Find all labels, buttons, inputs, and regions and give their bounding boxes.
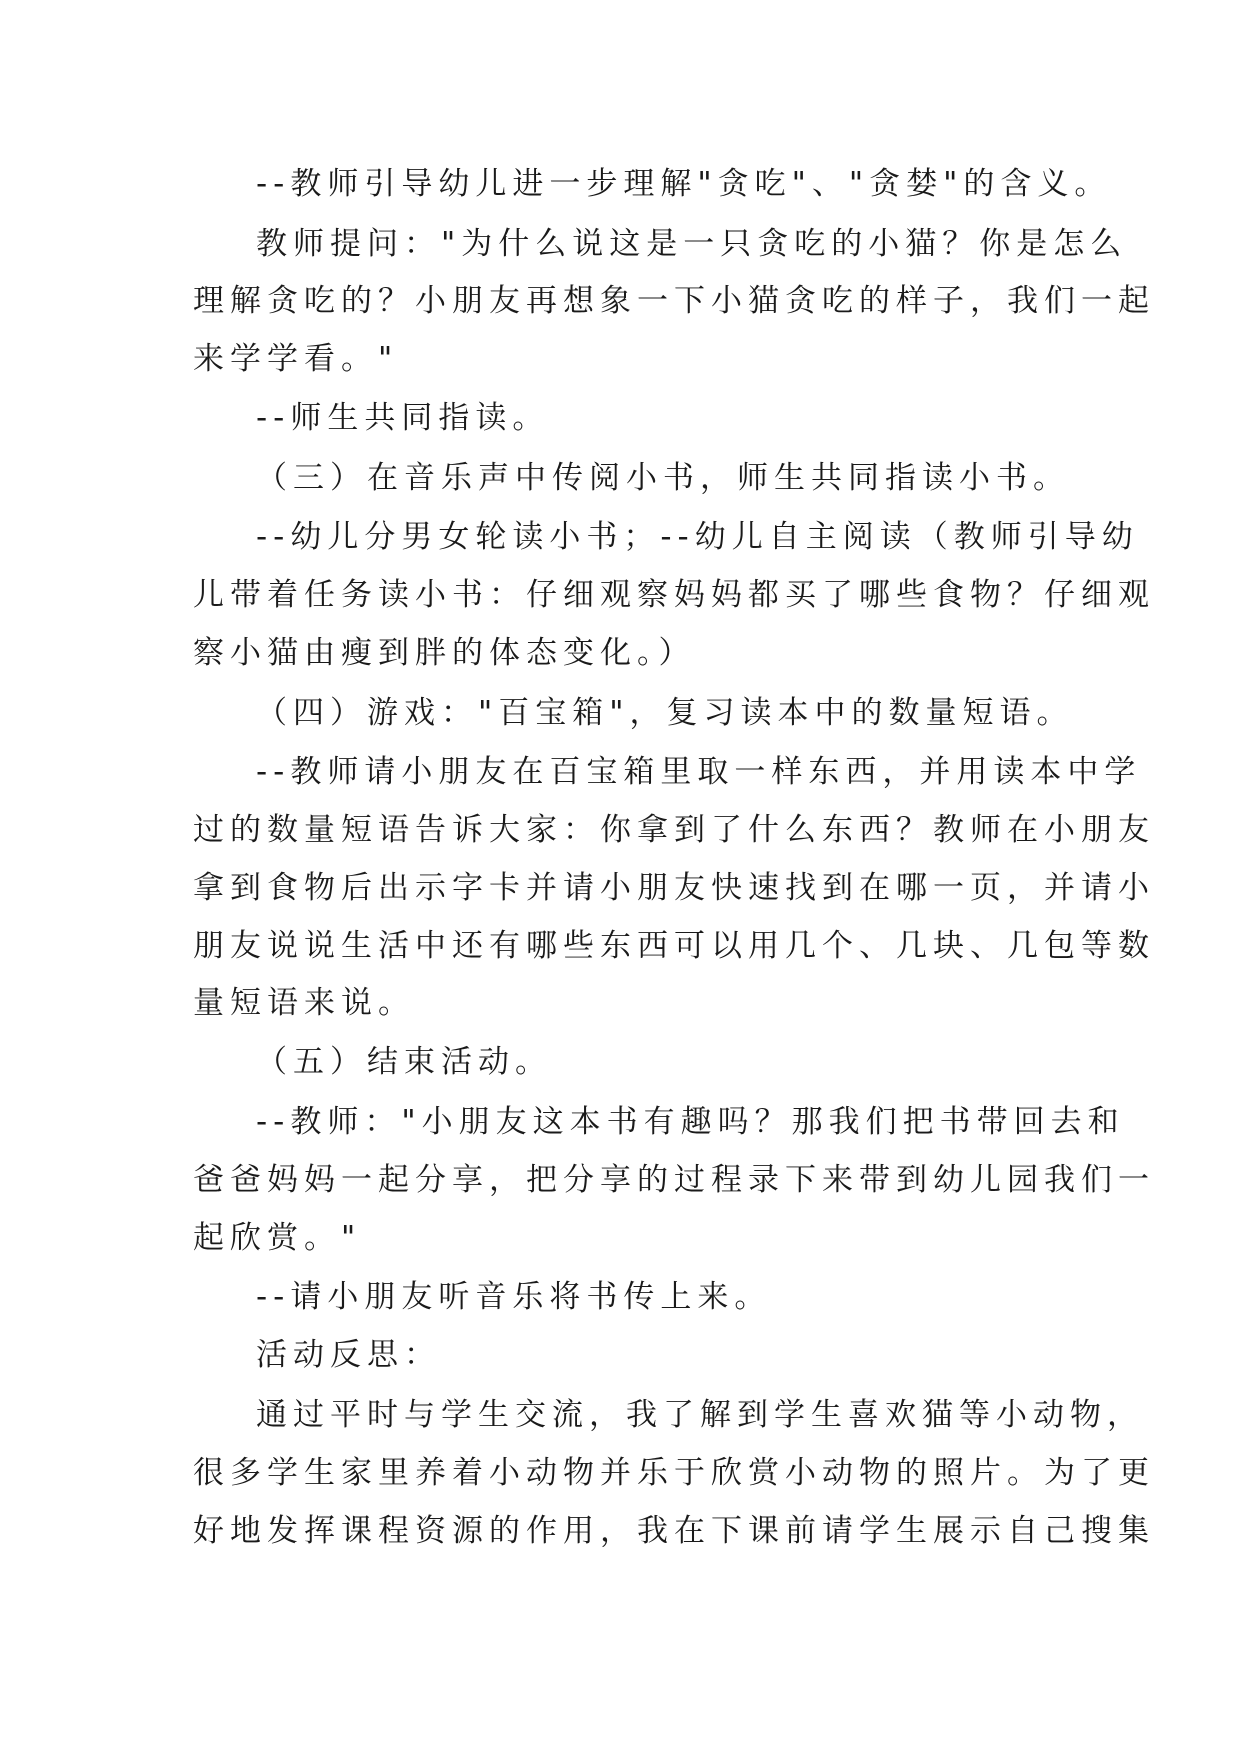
text-line: 理解贪吃的？小朋友再想象一下小猫贪吃的样子，我们一起 xyxy=(193,283,1155,319)
text-line: 来学学看。" xyxy=(193,341,399,377)
text-line: 起欣赏。" xyxy=(193,1220,362,1256)
text-line: 很多学生家里养着小动物并乐于欣赏小动物的照片。为了更 xyxy=(193,1455,1155,1491)
text-line: --师生共同指读。 xyxy=(256,400,550,436)
text-line: 拿到食物后出示字卡并请小朋友快速找到在哪一页，并请小 xyxy=(193,870,1155,906)
text-line: 通过平时与学生交流，我了解到学生喜欢猫等小动物， xyxy=(256,1397,1144,1433)
text-line: --教师："小朋友这本书有趣吗？那我们把书带回去和 xyxy=(256,1104,1125,1140)
text-line: （三）在音乐声中传阅小书，师生共同指读小书。 xyxy=(256,460,1070,496)
text-line: 朋友说说生活中还有哪些东西可以用几个、几块、几包等数 xyxy=(193,928,1155,964)
text-line: 察小猫由瘦到胖的体态变化。） xyxy=(193,635,696,671)
text-line: 教师提问："为什么说这是一只贪吃的小猫？你是怎么 xyxy=(256,226,1128,262)
text-line: --请小朋友听音乐将书传上来。 xyxy=(256,1279,772,1315)
text-line: 好地发挥课程资源的作用，我在下课前请学生展示自己搜集 xyxy=(193,1513,1155,1549)
text-line: --幼儿分男女轮读小书；--幼儿自主阅读（教师引导幼 xyxy=(256,519,1139,555)
text-line: （五）结束活动。 xyxy=(256,1044,552,1080)
text-line: --教师请小朋友在百宝箱里取一样东西，并用读本中学 xyxy=(256,754,1142,790)
text-line: 过的数量短语告诉大家：你拿到了什么东西？教师在小朋友 xyxy=(193,812,1155,848)
text-line: 爸爸妈妈一起分享，把分享的过程录下来带到幼儿园我们一 xyxy=(193,1162,1155,1198)
text-line: 量短语来说。 xyxy=(193,985,415,1021)
text-line: 儿带着任务读小书：仔细观察妈妈都买了哪些食物？仔细观 xyxy=(193,577,1155,613)
text-line: --教师引导幼儿进一步理解"贪吃"、"贪婪"的含义。 xyxy=(256,166,1112,202)
section-heading: 活动反思： xyxy=(256,1337,441,1373)
text-line: （四）游戏："百宝箱"，复习读本中的数量短语。 xyxy=(256,695,1074,731)
